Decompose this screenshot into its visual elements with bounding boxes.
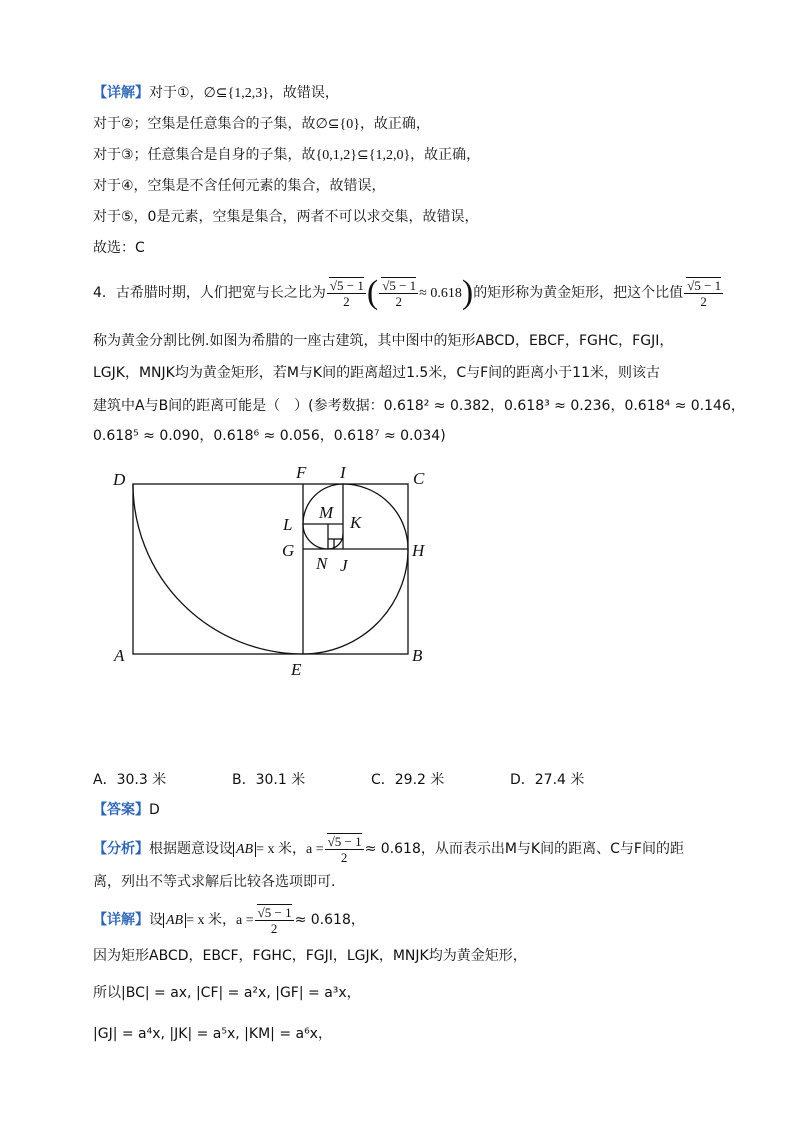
fraction: $\frac{√5 - 1}{2}$ <box>255 905 294 936</box>
answer-tag: 【答案】 <box>93 802 149 818</box>
label-M: M <box>319 503 334 522</box>
question-line-1: 4．古希腊时期，人们把宽与长之比为 $\frac{√5 - 1}{2}$ ( $\frac{√5 - 1}{2}$ ≈ 0.618)的矩形称为黄金矩形，把这个比值 $\frac{√5 - 1}{2}$ <box>93 274 722 311</box>
label-J: J <box>340 556 348 575</box>
fraction: $\frac{√5 - 1}{2}$ <box>379 278 418 309</box>
detail2-tag: 【详解】 <box>93 912 149 928</box>
golden-spiral <box>133 484 408 654</box>
fraction: $\frac{√5 - 1}{2}$ <box>684 278 723 309</box>
detail2-line-1: 【详解】设 AB = x 米，a = $\frac{√5 - 1}{2}$ ≈ 0.618， <box>93 904 365 936</box>
fraction: $\frac{√5 - 1}{2}$ <box>325 834 364 865</box>
choice-a: A．30.3 米 <box>93 772 167 788</box>
label-A: A <box>114 646 125 665</box>
choice-b: B．30.1 米 <box>232 772 306 788</box>
fraction: $\frac{√5 - 1}{2}$ <box>327 278 366 309</box>
detail-tag: 【详解】 <box>93 85 149 101</box>
detail-line-1: 【详解】对于①，∅⊆{1,2,3}，故错误， <box>93 85 339 101</box>
label-D: D <box>113 470 126 489</box>
label-F: F <box>296 463 307 482</box>
detail-line-2: 对于②；空集是任意集合的子集，故∅⊆{0}，故正确， <box>93 116 430 132</box>
label-B: B <box>412 646 423 665</box>
label-N: N <box>316 554 328 573</box>
label-H: H <box>412 541 425 560</box>
golden-rectangle-figure <box>0 455 794 755</box>
label-E: E <box>291 660 302 679</box>
analysis-tag: 【分析】 <box>93 841 149 857</box>
question-line-3: LGJK，MNJK均为黄金矩形，若M与K间的距离超过1.5米，C与F间的距离小于11米，则该古 <box>93 365 660 381</box>
analysis-line-2: 离，列出不等式求解后比较各选项即可. <box>93 874 336 890</box>
detail2-line-3: 所以|BC| = ax, |CF| = a²x, |GF| = a³x， <box>93 985 361 1001</box>
label-G: G <box>282 541 295 560</box>
label-C: C <box>413 469 425 488</box>
detail-line-3: 对于③；任意集合是自身的子集，故{0,1,2}⊆{1,2,0}，故正确， <box>93 147 481 163</box>
label-I: I <box>340 463 346 482</box>
question-line-2: 称为黄金分割比例.如图为希腊的一座古建筑，其中图中的矩形ABCD，EBCF，FGHC，FGJI， <box>93 333 674 349</box>
detail-line-4: 对于④，空集是不含任何元素的集合，故错误， <box>93 178 386 194</box>
label-K: K <box>350 513 362 532</box>
detail-line-5: 对于⑤，0是元素，空集是集合，两者不可以求交集，故错误， <box>93 209 479 225</box>
detail2-line-2: 因为矩形ABCD，EBCF，FGHC，FGJI，LGJK，MNJK均为黄金矩形， <box>93 948 527 964</box>
question-line-4: 建筑中A与B间的距离可能是（ ）(参考数据：0.618² ≈ 0.382，0.618³ ≈ 0.236，0.618⁴ ≈ 0.146， <box>93 398 745 414</box>
question-line-5: 0.618⁵ ≈ 0.090，0.618⁶ ≈ 0.056，0.618⁷ ≈ 0.034) <box>93 428 446 444</box>
label-L: L <box>283 515 293 534</box>
detail2-line-4: |GJ| = a⁴x, |JK| = a⁵x, |KM| = a⁶x， <box>93 1026 332 1042</box>
choice-c: C．29.2 米 <box>371 772 445 788</box>
choice-d: D．27.4 米 <box>510 772 585 788</box>
answer-line: 【答案】D <box>93 802 160 818</box>
rect-abcd <box>133 484 408 654</box>
detail-line-6: 故选：C <box>93 240 145 256</box>
analysis-line-1: 【分析】根据题意设设 AB = x 米，a = $\frac{√5 - 1}{2}$ ≈ 0.618，从而表示出M与K间的距离、C与F间的距 <box>93 833 684 865</box>
